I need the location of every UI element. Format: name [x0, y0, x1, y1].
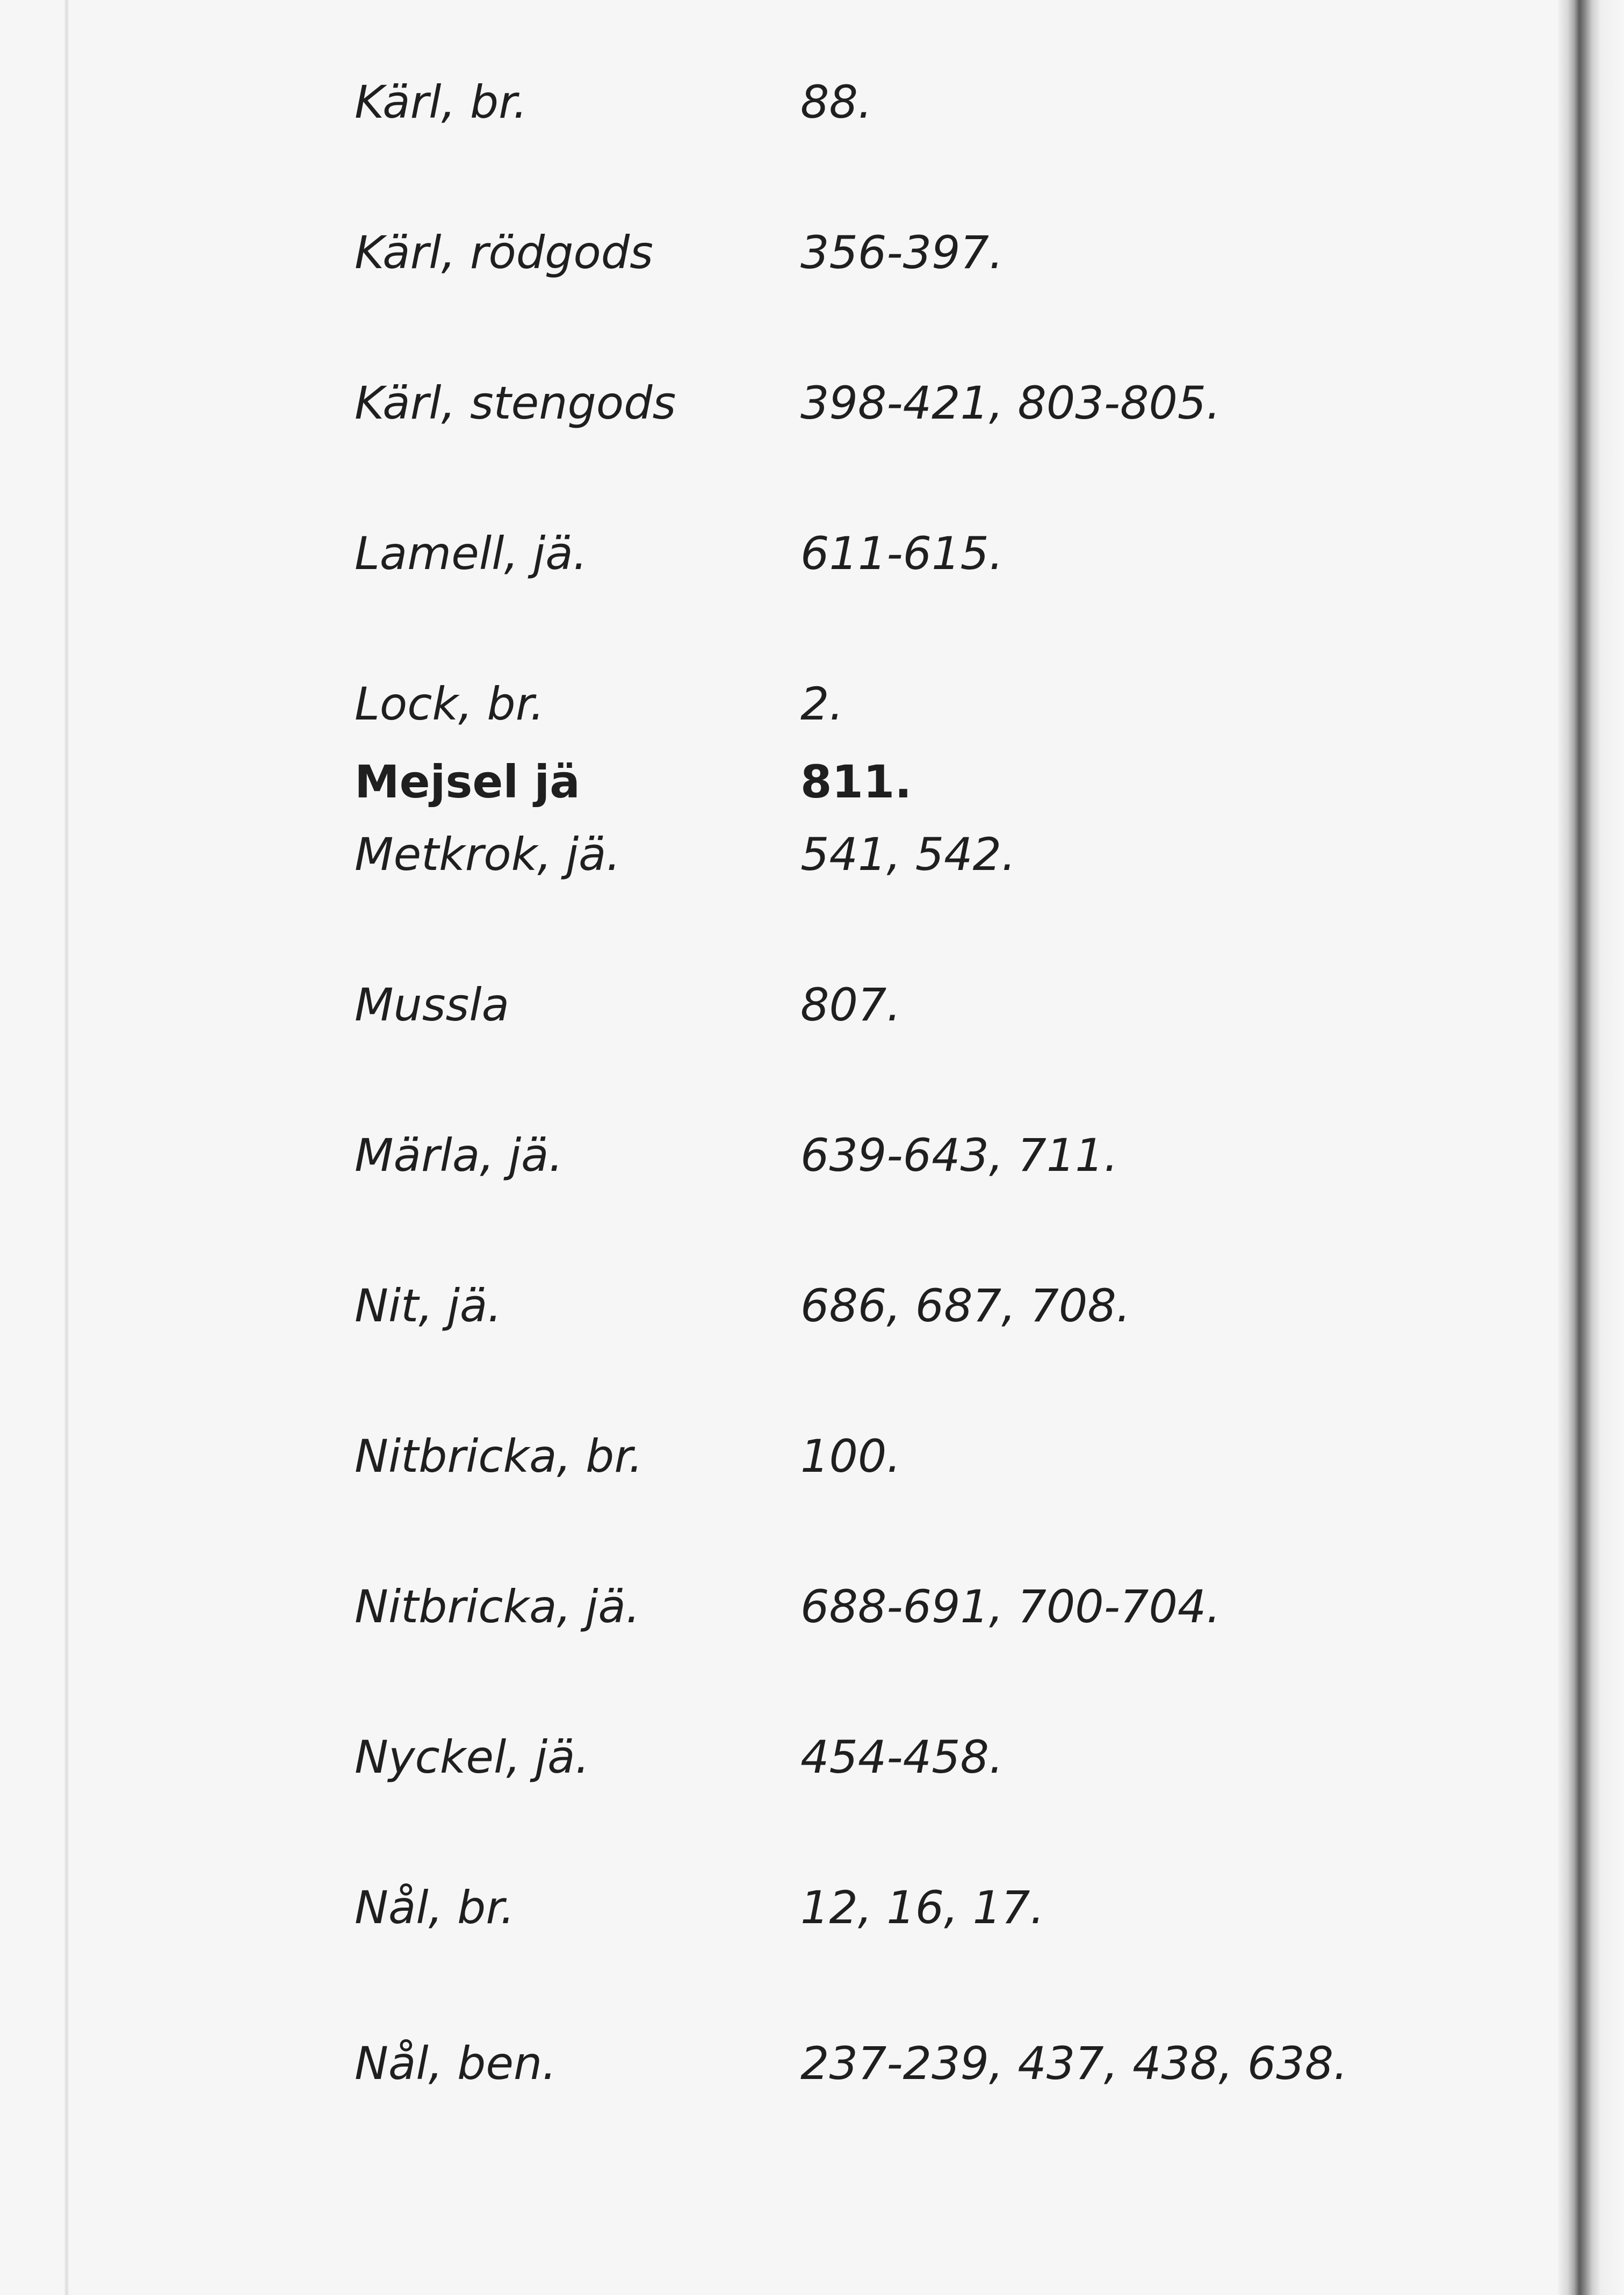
entry-refs: 12, 16, 17.	[800, 1881, 1045, 1934]
entry-term: Nitbricka, jä.	[355, 1580, 640, 1633]
entry-refs: 237-239, 437, 438, 638.	[800, 2037, 1348, 2090]
index-entry	[0, 822, 1547, 908]
entry-refs: 541, 542.	[800, 828, 1016, 881]
entry-refs: 811.	[800, 756, 912, 808]
entry-term: Märla, jä.	[355, 1129, 564, 1182]
entry-refs: 611-615.	[800, 527, 1004, 580]
index-entry	[0, 1875, 1547, 1961]
entry-term: Lock, br.	[355, 678, 545, 730]
entry-term: Nyckel, jä.	[355, 1731, 590, 1783]
entry-term: Mejsel jä	[355, 756, 580, 808]
entry-term: Kärl, stengods	[355, 377, 676, 429]
entry-term: Kärl, rödgods	[355, 226, 653, 279]
entry-refs: 807.	[800, 979, 901, 1031]
index-entry	[0, 1725, 1547, 1811]
index-entry	[0, 1574, 1547, 1660]
entry-term: Nål, br.	[355, 1881, 515, 1934]
index-entry	[0, 1424, 1547, 1510]
entry-term: Nitbricka, br.	[355, 1430, 643, 1483]
entry-refs: 100.	[800, 1430, 901, 1483]
entry-term: Metkrok, jä.	[355, 828, 621, 881]
index-entry	[0, 70, 1547, 156]
binding-edge	[1558, 0, 1624, 2295]
index-entry	[0, 220, 1547, 306]
entry-term: Kärl, br.	[355, 76, 528, 128]
entry-refs: 639-643, 711.	[800, 1129, 1118, 1182]
entry-term: Lamell, jä.	[355, 527, 588, 580]
index-entry	[0, 672, 1547, 758]
entry-term: Mussla	[355, 979, 510, 1031]
entry-refs: 686, 687, 708.	[800, 1279, 1131, 1332]
entry-refs: 88.	[800, 76, 872, 128]
index-entry	[0, 2031, 1547, 2117]
entry-refs: 356-397.	[800, 226, 1004, 279]
entry-refs: 2.	[800, 678, 844, 730]
index-entry	[0, 1274, 1547, 1359]
entry-refs: 454-458.	[800, 1731, 1004, 1783]
entry-term: Nit, jä.	[355, 1279, 502, 1332]
index-entry	[0, 1123, 1547, 1209]
entry-refs: 398-421, 803-805.	[800, 377, 1221, 429]
index-entry	[0, 371, 1547, 457]
index-entry	[0, 973, 1547, 1059]
entry-refs: 688-691, 700-704.	[800, 1580, 1221, 1633]
index-entry	[0, 521, 1547, 607]
entry-term: Nål, ben.	[355, 2037, 557, 2090]
